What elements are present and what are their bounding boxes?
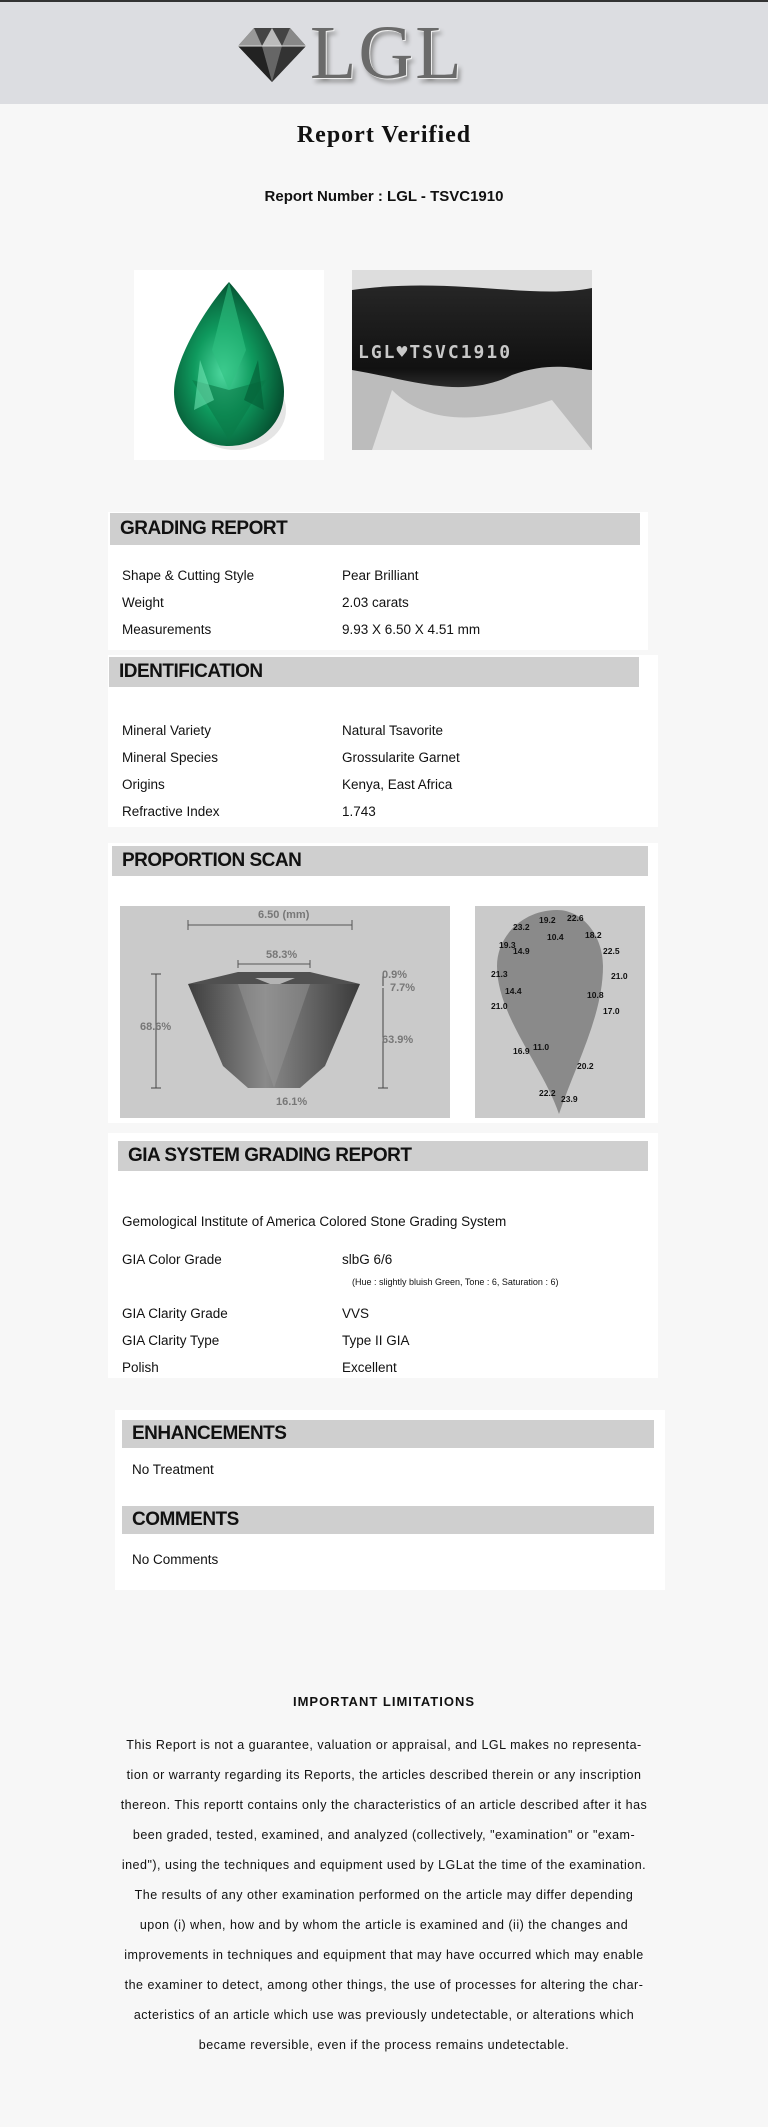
limitations-line: became reversible, even if the process remains undetectable. — [198, 2038, 570, 2052]
top-view-value: 21.3 — [491, 969, 508, 979]
top-view-value: 17.0 — [603, 1006, 620, 1016]
limitations-line: acteristics of an article which use was previously undetectable, or alterations which — [133, 2008, 635, 2022]
limitations-line: upon (i) when, how and by whom the article is examined and (ii) the changes and — [139, 1918, 629, 1932]
top-view-value: 11.0 — [533, 1042, 550, 1052]
top-view-value: 19.2 — [539, 915, 556, 925]
limitations-line: improvements in techniques and equipment that may have occurred which may enable — [124, 1948, 644, 1962]
top-view-value: 22.2 — [539, 1088, 556, 1098]
comments-heading: COMMENTS — [122, 1506, 654, 1534]
page-title: Report Verified — [296, 122, 472, 148]
inscription-photo — [352, 270, 592, 450]
gia-heading: GIA SYSTEM GRADING REPORT — [118, 1141, 648, 1171]
profile-crown-a-label: 0.9% — [382, 969, 408, 981]
top-view-value: 14.9 — [513, 946, 530, 956]
limitations-line: thereon. This reportt contains only the characteristics of an article described after it has — [120, 1798, 648, 1812]
top-view-value: 21.0 — [491, 1001, 508, 1011]
profile-culet-label: 16.1% — [276, 1096, 308, 1108]
limitations-line: tion or warranty regarding its Reports, the articles described therein or any inscription — [126, 1768, 642, 1782]
top-view-value: 10.8 — [587, 990, 604, 1000]
top-view-value: 21.0 — [611, 971, 628, 981]
limitations-line: been graded, tested, examined, and analyzed (collectively, "examination" or "exam- — [132, 1828, 636, 1842]
limitations-line: ined"), using the techniques and equipment used by LGLat the time of the examination. — [121, 1858, 647, 1872]
lgl-logo — [232, 11, 492, 95]
enhancements-heading: ENHANCEMENTS — [122, 1420, 654, 1448]
logo-text: LGL — [310, 11, 464, 95]
profile-crown-b-label: 7.7% — [390, 982, 416, 994]
profile-depth-label: 68.6% — [140, 1021, 172, 1033]
gemstone-photo — [134, 270, 324, 460]
limitations-heading: IMPORTANT LIMITATIONS — [292, 1694, 476, 1709]
top-view-value: 10.4 — [547, 932, 564, 942]
report-number: Report Number : LGL - TSVC1910 — [264, 188, 504, 205]
top-view-diagram — [475, 906, 645, 1118]
proportion-heading: PROPORTION SCAN — [112, 846, 648, 876]
diamond-logo-icon — [232, 20, 312, 90]
comments-text: No Comments — [132, 1552, 219, 1567]
top-view-value: 16.9 — [513, 1046, 530, 1056]
grading-heading: GRADING REPORT — [110, 513, 640, 545]
top-view-value: 19.3 — [499, 940, 516, 950]
top-view-value: 23.2 — [513, 922, 530, 932]
top-view-value: 22.5 — [603, 946, 620, 956]
top-view-value: 18.2 — [585, 930, 602, 940]
gia-system-text: Gemological Institute of America Colored Stone Grading System — [122, 1214, 507, 1229]
limitations-line: This Report is not a guarantee, valuation or appraisal, and LGL makes no representa- — [126, 1738, 642, 1752]
identification-heading: IDENTIFICATION — [109, 657, 639, 687]
limitations-line: the examiner to detect, among other things, the use of processes for altering the char- — [124, 1978, 644, 1992]
top-view-value: 22.6 — [567, 913, 584, 923]
profile-table-label: 58.3% — [266, 949, 298, 961]
top-view-value: 14.4 — [505, 986, 522, 996]
profile-width-label: 6.50 (mm) — [258, 909, 310, 921]
top-view-value: 20.2 — [577, 1061, 594, 1071]
inscription-text: LGL♥TSVC1910 — [358, 342, 513, 363]
gia-color-note: (Hue : slightly bluish Green, Tone : 6, Saturation : 6) — [352, 1277, 559, 1287]
limitations-line: The results of any other examination performed on the article may differ depending — [134, 1888, 634, 1902]
enhancements-text: No Treatment — [132, 1462, 214, 1477]
profile-diagram — [120, 906, 450, 1118]
profile-pavilion-label: 63.9% — [382, 1034, 414, 1046]
top-view-value: 23.9 — [561, 1094, 578, 1104]
header — [0, 2, 768, 104]
